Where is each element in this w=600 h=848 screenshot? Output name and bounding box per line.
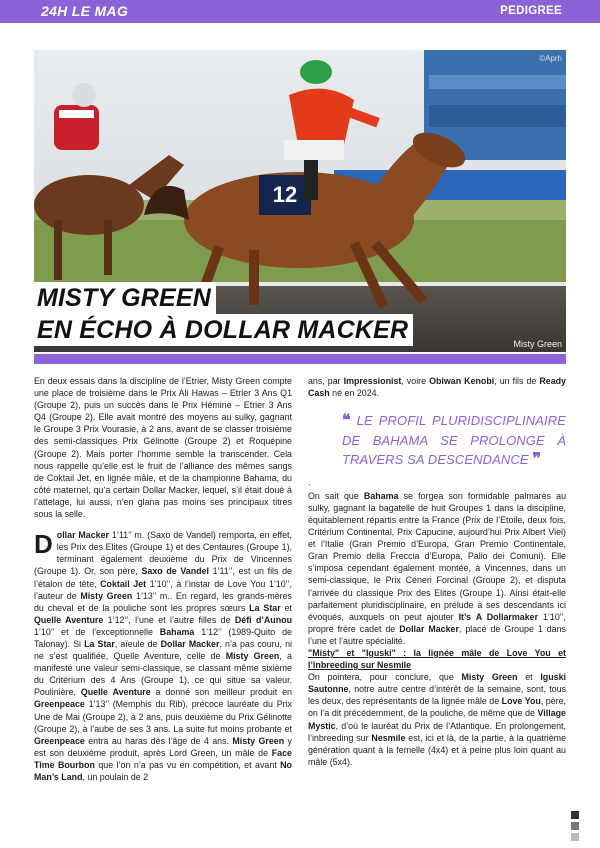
bold-name: No Man’s Land xyxy=(34,759,292,782)
bold-name: Impressionist xyxy=(343,376,402,386)
text-run: se forgea son formidable palmarès au sulky, gagnant la bagatelle de huit Groupes 1 dans la discipline, équitablement répartis entre la France (Prix de l’Etoile, deux fois, Critérium Continental, Prix Capucine, aujourd’hui Prix Albert Viel) et l’Italie (Gran Premio d’Europa, Gran Premio Continentale, Gran Premio della Freccia d’Europa, Palio dei Comuni). Elle s’imposa cependant également montée, à Vincennes, dans un semi-classique, le Prix Céneri Forcinal (Groupe 2), et disputa l’arrivée du classique Prix des Elites (Groupe 1). Ainsi était-elle parfaitement pluridisciplinaire, en prélude à ses descendants ici évoqués, auxquels on peut ajouter xyxy=(308,490,567,622)
pull-quote-text: LE PROFIL PLURIDISCIPLINAIRE DE BAHAMA SE PROLONGE À TRAVERS SA DESCENDANCE xyxy=(342,413,566,468)
bold-name: Iguski Sautonne xyxy=(308,672,566,695)
text-run: , d’où le lauréat du Prix de l’Atlantique. En prolongement, l’inbreeding sur xyxy=(308,720,566,743)
article-headline xyxy=(34,282,413,346)
continued-paragraph xyxy=(308,375,566,399)
text-run: , un fils de xyxy=(494,376,540,386)
svg-text:12: 12 xyxy=(272,182,298,207)
text-run: 1’13’’ (Memphis du Rib), précoce lauréate du Prix Une de Mai (Groupe 2), à 2 ans, puis deuxième du Prix Gélinotte (Groupe 2), à l’aube de ses 3 ans. La suite fut moins probante et xyxy=(34,699,292,734)
bold-name: Face Time Bourbon xyxy=(34,747,292,770)
text-run: est, ici et là, de la partie, à la quatrième génération quant à la femelle (4x4) et à peine plus loin quant au mâle (5x4). xyxy=(308,732,567,767)
bold-name: Coktail Jet xyxy=(100,578,147,589)
bold-name: Love You xyxy=(501,696,541,707)
bold-name: Saxo de Vandel xyxy=(141,566,209,577)
drop-cap: D xyxy=(34,529,53,560)
dropcap-paragraph xyxy=(34,529,292,783)
text-run: , aïeule de xyxy=(114,638,161,649)
conclusion-paragraph xyxy=(308,671,566,768)
bold-name: Bahama xyxy=(363,490,399,501)
text-run: et xyxy=(280,602,292,613)
text-run: 1’11’’ m. (Saxo de Vandel) remporta, en effet, les Prix des Elites (Groupe 1) et des Centaures (Groupe 1), terminant également deuxième du Prix de Vincennes (Groupe 1). Or, son père, xyxy=(34,530,292,577)
quote-open-icon: ❝ xyxy=(342,412,351,430)
page-marker-square xyxy=(571,822,579,830)
quote-close-icon: ❞ xyxy=(532,451,542,469)
bold-name: Bahama xyxy=(159,626,195,637)
top-banner xyxy=(0,0,600,23)
bold-name: Dollar Macker xyxy=(399,623,459,634)
bold-name: Misty Green xyxy=(461,672,518,683)
text-run: y est son deuxième produit, après Lord Green, un mâle de xyxy=(34,735,292,758)
bold-name: ollar Macker xyxy=(56,530,110,541)
text-run: , placé de Groupe 1 dans l’une et l’autre spécialité. xyxy=(308,623,566,646)
bold-name: Défi d’Aunou xyxy=(234,614,292,625)
bold-name: Misty Green xyxy=(232,735,285,746)
text-run: , voire xyxy=(401,376,430,386)
text-run: On sait que xyxy=(308,490,364,501)
pull-quote xyxy=(342,411,566,470)
headline-line-1: MISTY GREEN xyxy=(34,282,216,314)
bold-name: Misty Green xyxy=(225,651,280,662)
text-run: , n’a pas couru, ni ne s’est qualifiée, Quelle Aventure, celle de xyxy=(34,638,293,662)
text-run: que l’on n’a pas vu en compétition, et avant xyxy=(94,759,281,770)
bold-name: Misty Green xyxy=(80,590,133,601)
bahama-paragraph xyxy=(308,490,566,647)
page-marker-square xyxy=(571,811,579,819)
bold-name: Greenpeace xyxy=(34,699,85,710)
photo-caption: Misty Green xyxy=(513,339,562,349)
stray-dot: . xyxy=(308,476,311,487)
accent-rule xyxy=(34,354,566,364)
bold-name: Quelle Aventure xyxy=(80,687,151,698)
bold-name: Obiwan Kenobi xyxy=(429,376,495,386)
text-run: On pointera, pour conclure, que xyxy=(308,672,462,683)
photo-credit: ©Aprh xyxy=(539,54,562,63)
bold-name: Nesmile xyxy=(371,732,406,743)
text-run: né en 2024. xyxy=(329,388,380,399)
rich-text xyxy=(34,530,292,782)
bold-name: La Star xyxy=(84,638,115,649)
text-run: 1’12’’ (1989-Quito de Talonay). Si xyxy=(34,626,292,649)
text-run: 1’11’’, est un fils de l’étalon de tête, xyxy=(34,566,292,589)
bold-name: Ready Cash xyxy=(308,376,566,399)
text-run: 1’10’’ et de l’exceptionnelle xyxy=(34,626,160,637)
bold-name: Greenpeace xyxy=(34,735,85,746)
bold-name: La Star xyxy=(249,602,281,613)
section-subhead: "Misty" et "Iguski" : la lignée mâle de Love You et l’inbreeding sur Nesmile xyxy=(308,648,566,671)
text-run: ans, par xyxy=(308,376,344,386)
text-run: 1’10’’, à l’instar de Love You 1’10’’, l’auteur de xyxy=(34,578,292,601)
magazine-title: 24H LE MAG xyxy=(41,3,129,19)
headline-line-2: EN ÉCHO À DOLLAR MACKER xyxy=(34,314,413,346)
text-run: et xyxy=(517,672,541,683)
bold-name: Dollar Macker xyxy=(160,638,220,649)
text-run: , a manifesté une valeur semi-classique, se classant même sixième du Critérium des 4 Ans (Groupe 1), ce qui situe sa valeur. Poulinière, xyxy=(34,651,292,698)
text-run: entra au haras dès l’âge de 4 ans. xyxy=(84,735,233,746)
left-column xyxy=(34,375,292,783)
bold-name: Village Mystic xyxy=(308,708,566,731)
intro-paragraph: En deux essais dans la discipline de l’Etrier, Misty Green compte une place de troisième dans le Prix Ali Hawas – Etrier 3 Ans Q1 (Groupe 2), puis un succès dans le Prix Hémine – Etrier 3 Ans Q4 (Groupe 2). Elle avait montré des moyens au sulky, gagnant le Groupe 3 Prix Vourasie, à 2 ans, avant de se classer troisième des semi-classiques Prix Gélinotte (Groupe 2) et Roquépine (Groupe 2). Mais porter l’homme semble la transcender. Cela nous rappelle qu’elle est le fruit de l’alliance des mêmes sangs de Coktail Jet, en lignée mâle, et de la championne Bahama, du côté maternel, qu’a certain Dollar Macker, lequel, s’il était doué à l’attelage, lui aussi, n’en glana pas moins ses principaux titres sous la selle. xyxy=(34,376,292,520)
section-label: PEDIGREE xyxy=(500,5,562,17)
text-run: , notre autre centre d’intérêt de la semaine, sont, tous les deux, des représentants de la lignée mâle de xyxy=(308,684,566,707)
bold-name: It’s A Dollarmaker xyxy=(458,611,539,622)
bold-name: Quelle Aventure xyxy=(34,614,104,625)
right-column xyxy=(308,375,566,768)
text-run: , un poulain de 2 xyxy=(82,772,149,782)
text-run: 1’12’’, l’une et l’autre filles de xyxy=(103,614,235,625)
text-run: a donné son meilleur produit en xyxy=(150,687,292,698)
page-marker-square xyxy=(571,833,579,841)
text-run: 1’10’’, propre frère cadet de xyxy=(308,611,567,634)
text-run: , père, on l’a dit précédemment, de la pouliche, de même que de xyxy=(308,696,566,719)
text-run: 1’13’’ m.. En regard, les grands-mères du cheval et de la pouliche sont les propres sœurs xyxy=(34,590,292,613)
